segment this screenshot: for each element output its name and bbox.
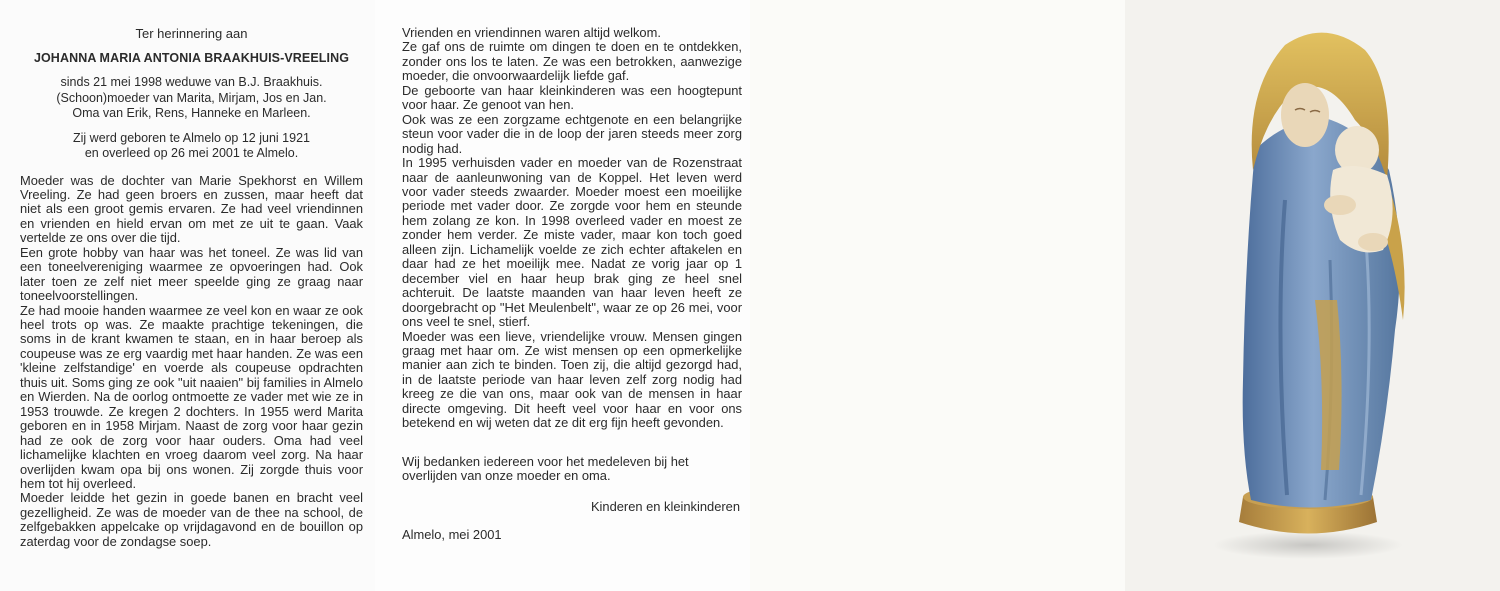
family-info — [20, 75, 363, 122]
left-text-panel — [0, 0, 375, 591]
madonna-with-child-statue-icon — [1125, 0, 1500, 591]
image-panel — [1125, 0, 1500, 591]
right-text-panel — [375, 0, 750, 591]
place-date: Almelo, mei 2001 — [402, 527, 502, 543]
paragraph: Moeder leidde het gezin in goede banen en bracht veel gezelligheid. Ze was de moeder van de thee na school, de zelfgebakken appelcake op vrijdagavond en de bouillon op zaterdag voor de zondagse soep. — [20, 490, 363, 549]
biography-right — [402, 26, 742, 431]
info-line: (Schoon)moeder van Marita, Mirjam, Jos en Jan. — [56, 90, 327, 105]
deceased-name: JOHANNA MARIA ANTONIA BRAAKHUIS-VREELING — [33, 50, 350, 65]
thanks-text: Wij bedanken iedereen voor het medeleven bij het overlijden van onze moeder en oma. — [402, 453, 689, 484]
paragraph: In 1995 verhuisden vader en moeder van de Rozenstraat naar de aanleunwoning van de Koppel. Het leven werd voor vader steeds zwaarder. Moeder moest een moeilijke periode met vader door. Ze zorgde voor hem en steunde hem zolang ze kon. In 1998 overleed vader en moest ze zonder hem verder. Ze miste vader, maar kon toch goed alleen zijn. Lichamelijk voelde ze zich echter aftakelen en daar had ze het moeilijk mee. Nadat ze vorig jaar op 1 december viel en haar heup brak ging ze heel snel achteruit. De laatste maanden van haar leven heeft ze doorgebracht op "Het Meulenbelt", waar ze op 26 mei, voor ons veel te snel, stierf. — [402, 155, 742, 330]
paragraph: Moeder was een lieve, vriendelijke vrouw. Mensen gingen graag met haar om. Ze wist mensen op een opmerkelijke manier aan zich te binden. Toen zij, die altijd gezorgd had, in de laatste periode van haar leven zelf zorg nodig had kreeg ze die van ons, maar ook van de mensen in haar directe omgeving. Dit heeft veel voor haar en voor ons betekend en wij weten dat ze dit erg fijn heeft gevonden. — [402, 328, 742, 431]
dates-line: en overleed op 26 mei 2001 te Almelo. — [84, 146, 299, 160]
paragraph: De geboorte van haar kleinkinderen was een hoogtepunt voor haar. Ze genoot van hen. — [402, 82, 742, 113]
info-line: sinds 21 mei 1998 weduwe van B.J. Braakhuis. — [60, 75, 323, 89]
dates-line: Zij werd geboren te Almelo op 12 juni 1921 — [73, 130, 310, 145]
blank-panel — [750, 0, 1125, 591]
paragraph: Moeder was de dochter van Marie Spekhorst en Willem Vreeling. Ze had geen broers en zussen, maar heeft dat niet als een groot gemis ervaren. Ze had veel vriendinnen en vrienden en hield ervan om met ze uit te gaan. Vaak vertelde ze ons over die tijd. — [20, 172, 363, 246]
paragraph: Ze had mooie handen waarmee ze veel kon en waar ze ook heel trots op was. Ze maakte prachtige tekeningen, die soms in de krant kwamen te staan, en in haar beroep als coupeuse was ze erg vaardig met haar handen. Ze was een 'kleine zelfstandige' en voerde als coupeuse opdrachten thuis uit. Soms ging ze ook "uit naaien" bij families in Almelo en Wierden. Na de oorlog ontmoette ze vader met wie ze in 1953 trouwde. Ze kregen 2 dochters. In 1955 werd Marita geboren en in 1958 Mirjam. Naast de zorg voor haar gezin had ze ook de zorg voor haar ouders. Oma had veel lichamelijke klachten en vroeg daarom veel zorg. Na haar overlijden kwam opa bij ons wonen. Zij zorgde thuis voor hem tot hij overleed. — [20, 302, 363, 492]
biography-left — [20, 174, 363, 550]
paragraph: Ze gaf ons de ruimte om dingen te doen en te ontdekken, zonder ons los te laten. Ze was een betrokken, aanwezige moeder, die onvoorwaardelijk liefde gaf. — [402, 39, 742, 84]
paragraph: Een grote hobby van haar was het toneel. Ze was lid van een toneelvereniging waarmee ze opvoeringen had. Ook later toen ze zelf niet meer speelde ging ze graag naar toneelvoorstellingen. — [20, 244, 363, 304]
paragraph: Vrienden en vriendinnen waren altijd welkom. — [402, 25, 661, 40]
birth-death-dates — [20, 131, 363, 162]
paragraph: Ook was ze een zorgzame echtgenote en een belangrijke steun voor vader die in de loop der jaren steeds meer zorg nodig had. — [402, 111, 742, 156]
heading-intro: Ter herinnering aan — [135, 26, 248, 41]
info-line: Oma van Erik, Rens, Hanneke en Marleen. — [72, 106, 311, 120]
signoff: Kinderen en kleinkinderen — [590, 498, 740, 514]
